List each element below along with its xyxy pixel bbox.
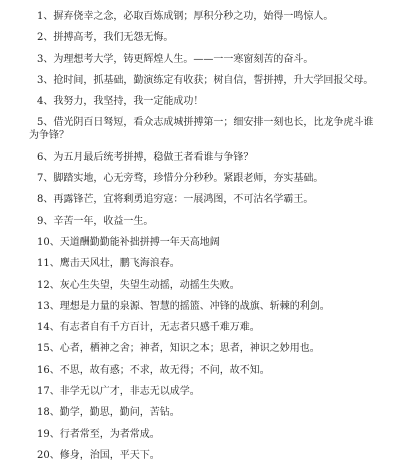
motto-list (29, 10, 382, 470)
list-item: 17、非学无以广才，非志无以成学。 (37, 386, 200, 398)
list-item: 14、有志者自有千方百计，无志者只感千难万难。 (37, 322, 260, 334)
list-item: 3、抢时间，抓基础，勤演练定有收获；树自信，誓拼搏，升大学回报父母。 (37, 74, 374, 86)
list-item: 7、脚踏实地，心无旁骛，珍惜分分秒秒。紧跟老师，夯实基础。 (37, 173, 324, 185)
list-item: 13、理想是力量的泉源、智慧的摇篮、冲锋的战旗、斩棘的利剑。 (37, 300, 330, 312)
list-item: 8、再露锋芒，宜将剩勇追穷寇：一展鸿图，不可沽名学霸王。 (37, 194, 314, 206)
list-item: 6、为五月最后统考拼搏，稳做王者看谁与争锋？ (37, 151, 254, 163)
list-item: 9、辛苦一年，收益一生。 (37, 215, 154, 227)
list-item: 4、我努力，我坚持，我一定能成功！ (37, 96, 204, 108)
list-item: 15、心者，栖神之舍；神者，知识之本；思者，神识之妙用也。 (37, 343, 320, 355)
list-item: 19、行者常至，为者常成。 (37, 428, 160, 440)
list-item-line-continued: 为争锋？ (29, 130, 69, 142)
list-item: 20、修身，治国，平天下。 (37, 449, 160, 461)
list-item: 16、不思，故有惑；不求，故无得；不问，故不知。 (37, 364, 270, 376)
list-item: 10、天道酬勤勤能补拙拼搏一年天高地阔 (37, 236, 220, 248)
list-item-line: 5、借光阴百日驽短，看众志成城拼搏第一；细安排一刻也长，比龙争虎斗谁 (37, 117, 374, 129)
list-item: 3、为理想考大学，铸更辉煌人生。——一一寒窗刻苦的奋斗。 (37, 53, 314, 65)
list-item: 12、灰心生失望，失望生动摇，动摇生失败。 (37, 279, 240, 291)
list-item: 1、摒弃侥幸之念，必取百炼成钢；厚积分秒之功，始得一鸣惊人。 (37, 11, 334, 22)
list-item: 11、鹰击天风壮，鹏飞海浪春。 (37, 258, 180, 270)
list-item: 18、勤学，勤思，勤问，苦钻。 (37, 407, 180, 419)
list-item: 2、拼搏高考，我们无怨无悔。 (37, 32, 174, 44)
list-item (29, 116, 382, 142)
